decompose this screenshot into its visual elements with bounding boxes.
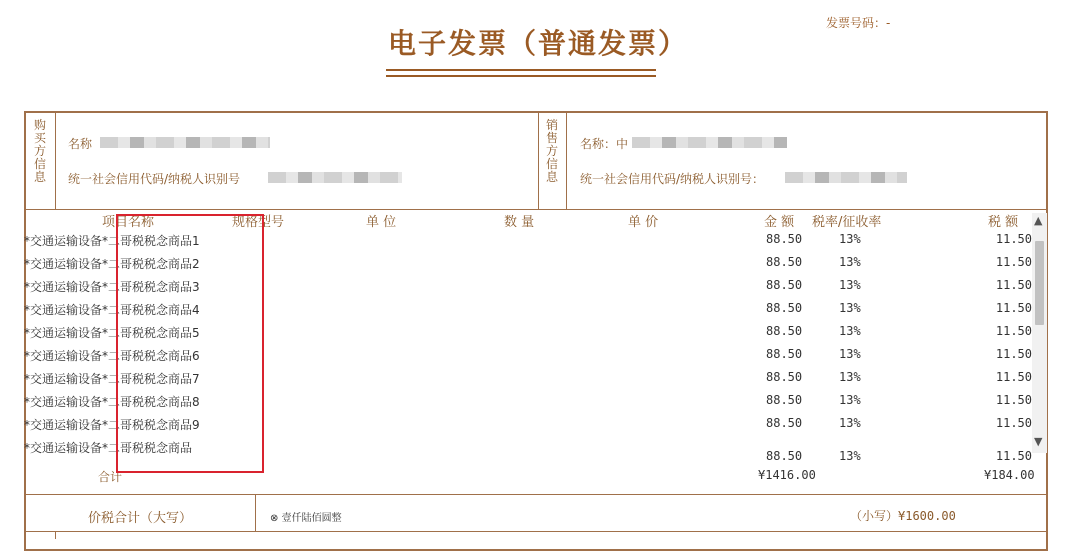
circle-x-icon: ⊗ (270, 513, 279, 524)
table-row: *交通运输设备*二哥税税念商品 88.50 13% 11.50 (24, 441, 1032, 463)
table-row: *交通运输设备*二哥税税念商品6 88.50 13% 11.50 (24, 347, 1032, 363)
grand-total-lowercase: （小写）¥1600.00 (850, 509, 956, 523)
invoice-number: 发票号码：- (826, 16, 891, 30)
buyer-name-label: 名称 (68, 137, 93, 151)
table-row: *交通运输设备*二哥税税念商品1 88.50 13% 11.50 (24, 232, 1032, 248)
table-row: *交通运输设备*二哥税税念商品2 88.50 13% 11.50 (24, 255, 1032, 271)
buyer-seller-divider (538, 112, 539, 209)
line-items-scrollbar[interactable] (1032, 213, 1047, 453)
section-divider (25, 209, 1047, 210)
table-row: *交通运输设备*二哥税税念商品3 88.50 13% 11.50 (24, 278, 1032, 294)
scroll-down-icon[interactable]: ▼ (1034, 435, 1043, 448)
table-row: *交通运输设备*二哥税税念商品8 88.50 13% 11.50 (24, 393, 1032, 409)
seller-label-divider (566, 112, 567, 209)
seller-name-label: 名称：中 (580, 137, 629, 151)
header-unit: 单 位 (366, 215, 397, 230)
table-row: *交通运输设备*二哥税税念商品9 88.50 13% 11.50 (24, 416, 1032, 432)
table-row: *交通运输设备*二哥税税念商品7 88.50 13% 11.50 (24, 370, 1032, 386)
buyer-label-divider (55, 112, 56, 209)
header-quantity: 数 量 (504, 215, 535, 230)
header-item-name: 项目名称 (102, 215, 155, 230)
total-label: 合计 (98, 470, 123, 484)
header-tax: 税 额 (988, 215, 1019, 230)
total-divider (25, 494, 1047, 495)
buyer-section-label: 购 买 方 信 息 (33, 118, 46, 184)
header-spec: 规格型号 (232, 215, 285, 230)
total-amount: ¥1416.00 (758, 468, 816, 482)
scroll-up-icon[interactable]: ▲ (1034, 214, 1043, 227)
invoice-title: 电子发票（普通发票） (388, 27, 689, 60)
total-tax: ¥184.00 (984, 468, 1035, 482)
header-amount: 金 额 (764, 215, 795, 230)
seller-name-redacted (632, 137, 787, 148)
highlight-box (116, 214, 264, 473)
header-tax-rate: 税率/征收率 (812, 215, 882, 230)
table-row: *交通运输设备*二哥税税念商品5 88.50 13% 11.50 (24, 324, 1032, 340)
seller-tax-id-label: 统一社会信用代码/纳税人识别号： (580, 172, 765, 186)
buyer-tax-id-redacted (268, 172, 402, 183)
table-row: *交通运输设备*二哥税税念商品4 88.50 13% 11.50 (24, 301, 1032, 317)
footer-divider (55, 532, 56, 539)
buyer-tax-id-label: 统一社会信用代码/纳税人识别号 (68, 172, 241, 186)
seller-tax-id-redacted (785, 172, 907, 183)
grand-total-divider (255, 495, 256, 532)
title-underline-2 (386, 75, 656, 77)
scrollbar-thumb[interactable] (1035, 241, 1044, 325)
header-unit-price: 单 价 (628, 215, 659, 230)
seller-section-label: 销 售 方 信 息 (545, 118, 558, 184)
grand-total-uppercase: ⊗ 壹仟陆佰圆整 (270, 513, 342, 524)
grand-total-label: 价税合计（大写） (88, 511, 193, 526)
title-underline-1 (386, 69, 656, 71)
buyer-name-redacted (100, 137, 270, 148)
grand-total-bottom-line (25, 531, 1047, 532)
